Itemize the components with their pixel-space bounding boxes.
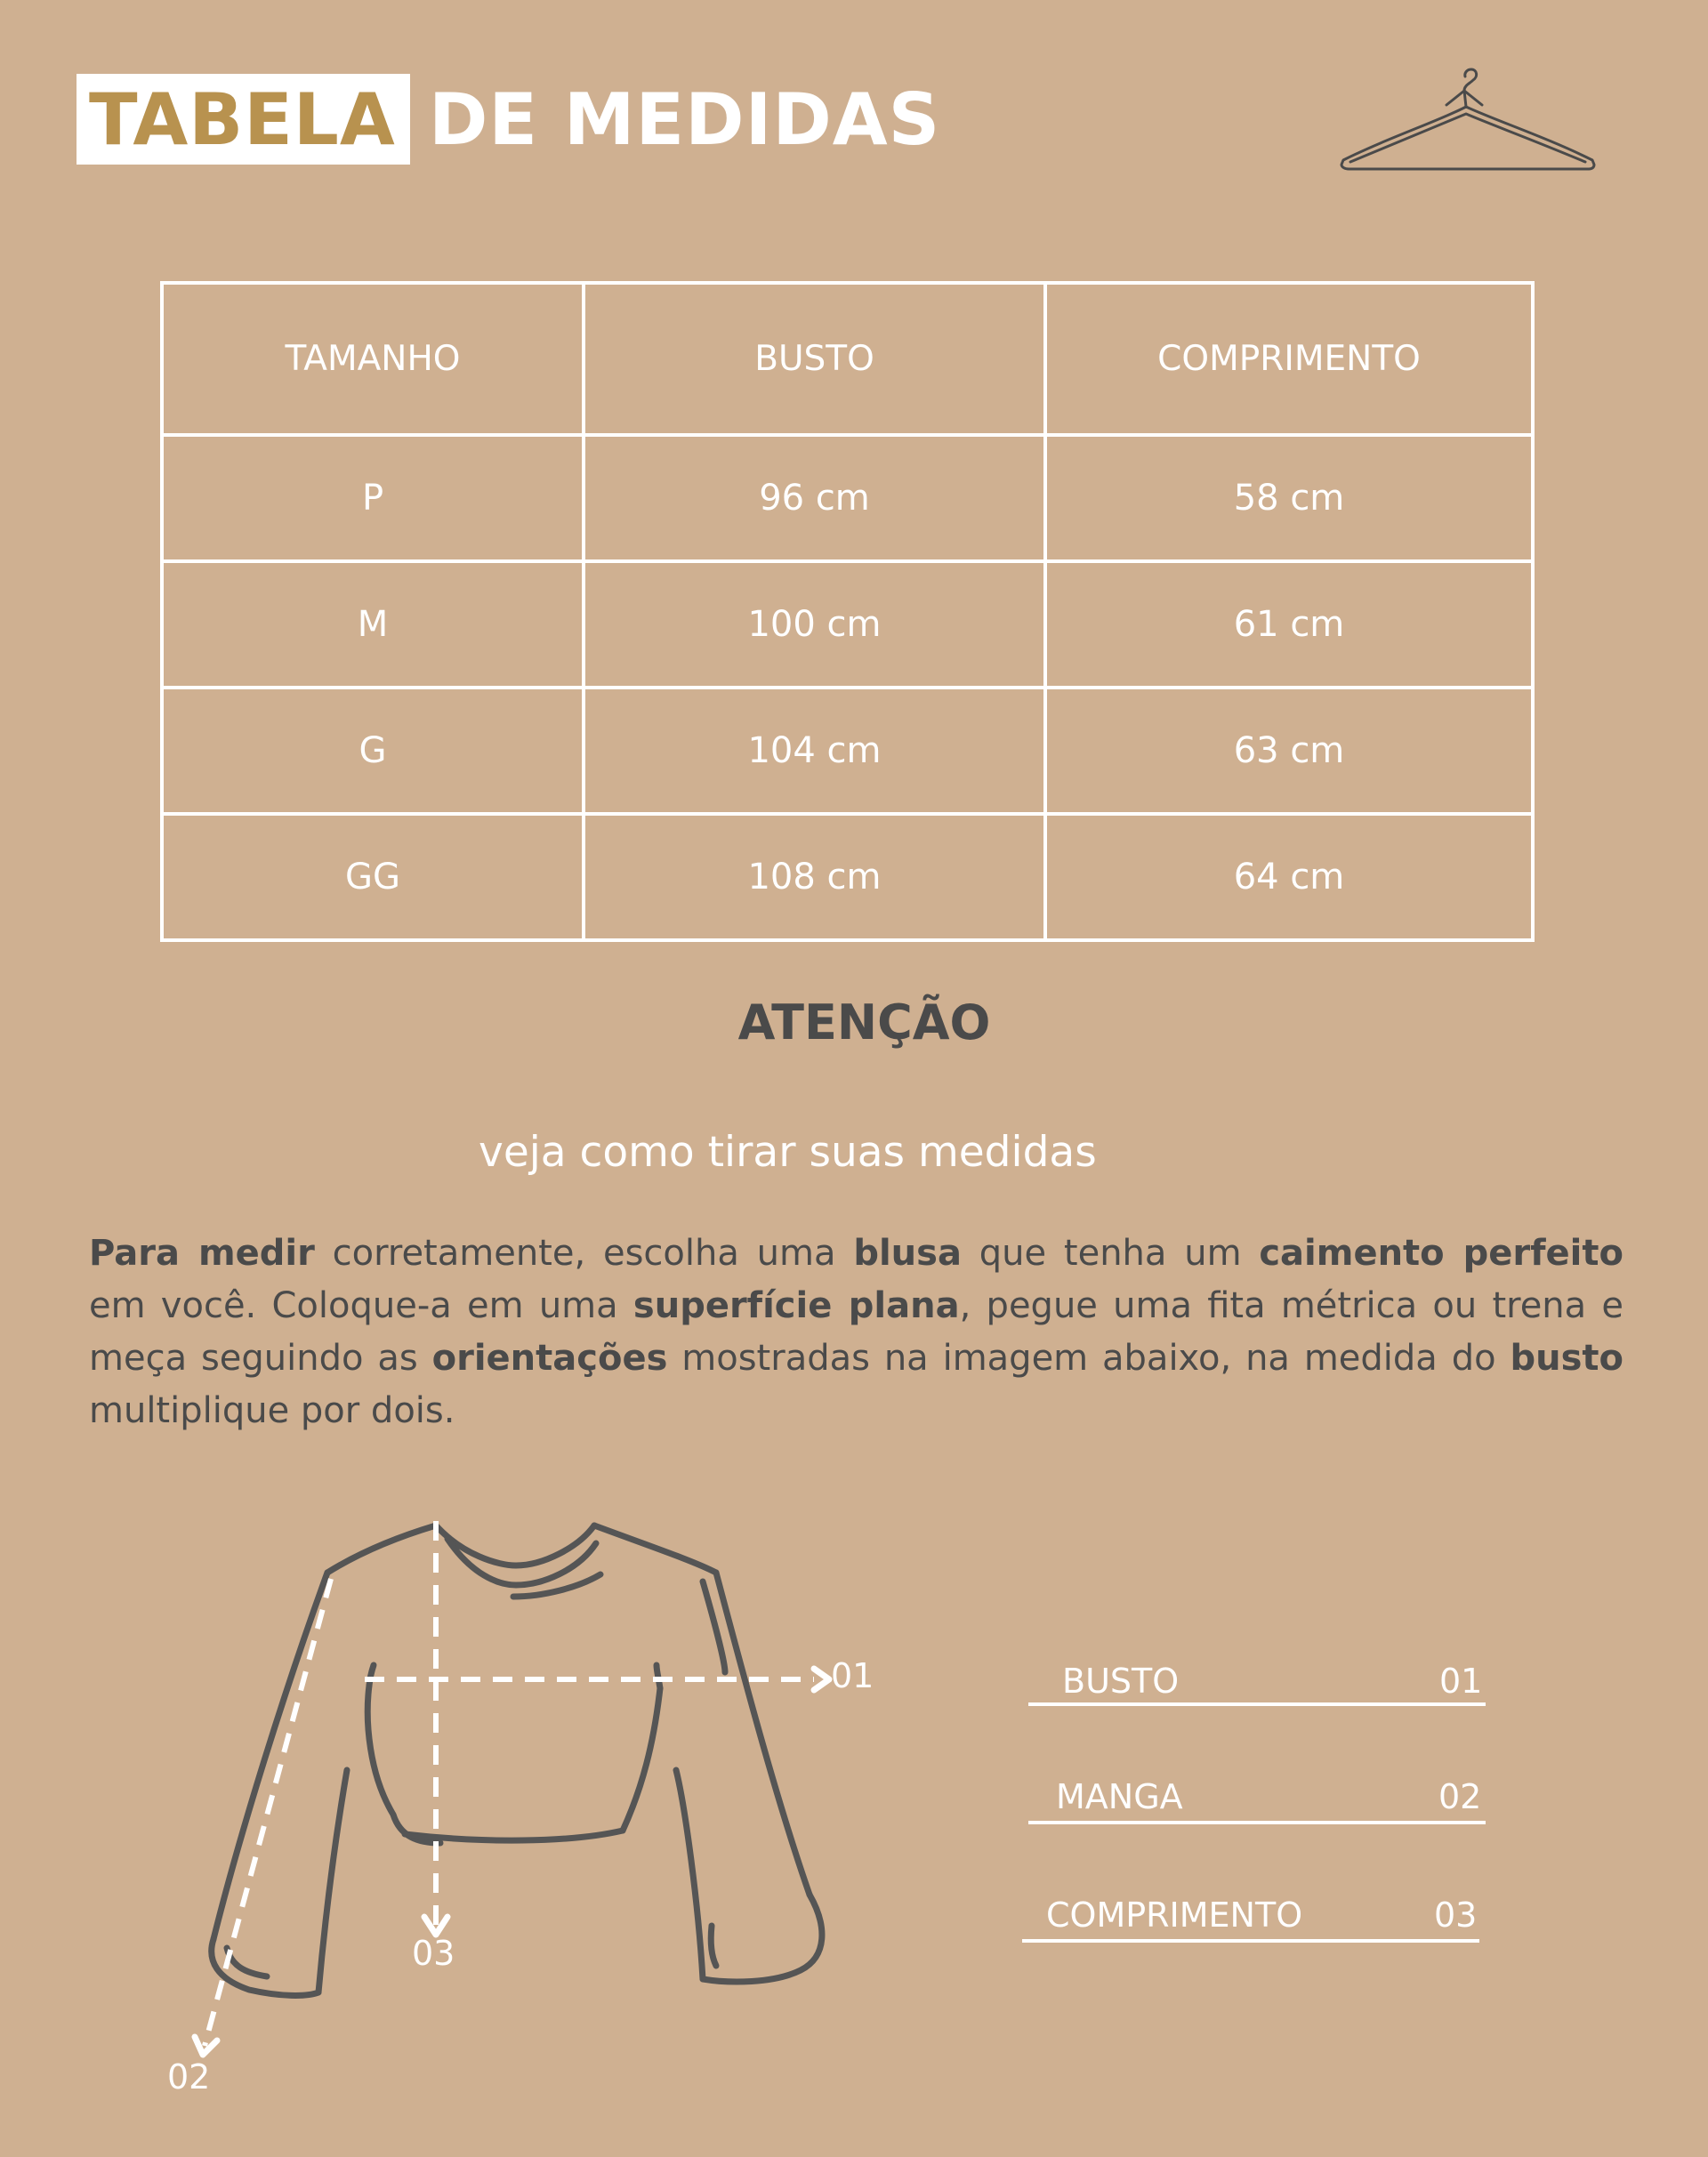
instr-seg: em você. Coloque-a em uma bbox=[89, 1285, 633, 1326]
legend-number-comprimento: 03 bbox=[1434, 1895, 1478, 1935]
page-title-highlight: TABELA bbox=[89, 78, 396, 161]
length-marker-label: 03 bbox=[412, 1934, 455, 1973]
legend-number-manga: 02 bbox=[1438, 1777, 1482, 1816]
header-comprimento: COMPRIMENTO bbox=[1045, 283, 1533, 435]
instr-seg: superfície plana bbox=[632, 1285, 960, 1326]
table-cell: 61 cm bbox=[1045, 561, 1533, 688]
table-cell: G bbox=[162, 688, 584, 814]
table-cell: 104 cm bbox=[584, 688, 1045, 814]
table-cell: 96 cm bbox=[584, 435, 1045, 561]
instr-seg: mostradas na imagem abaixo, na medida do bbox=[667, 1338, 1511, 1379]
table-cell: 58 cm bbox=[1045, 435, 1533, 561]
legend-label-comprimento: COMPRIMENTO bbox=[1046, 1895, 1303, 1935]
table-cell: P bbox=[162, 435, 584, 561]
instr-seg: corretamente, escolha uma bbox=[314, 1233, 854, 1274]
table-cell: GG bbox=[162, 814, 584, 940]
legend-number-busto: 01 bbox=[1439, 1662, 1483, 1701]
page-title-rest: DE MEDIDAS bbox=[429, 78, 941, 161]
bust-marker-label: 01 bbox=[831, 1656, 874, 1695]
instr-seg: que tenha um bbox=[961, 1233, 1260, 1274]
table-cell: 108 cm bbox=[584, 814, 1045, 940]
sleeve-marker-label: 02 bbox=[167, 2057, 211, 2097]
attention-heading: ATENÇÃO bbox=[737, 994, 991, 1050]
instr-seg: caimento perfeito bbox=[1259, 1233, 1623, 1274]
legend-underline bbox=[1028, 1821, 1486, 1824]
instr-seg: blusa bbox=[853, 1233, 962, 1274]
header-busto: BUSTO bbox=[584, 283, 1045, 435]
legend-label-manga: MANGA bbox=[1056, 1777, 1183, 1816]
legend-underline bbox=[1022, 1939, 1479, 1943]
measure-subtitle: veja como tirar suas medidas bbox=[479, 1128, 1097, 1177]
instr-seg: orientações bbox=[431, 1338, 668, 1379]
instr-seg: , pegue uma fita métrica ou trena e meça seguindo as bbox=[89, 1285, 1624, 1379]
instr-seg: Para medir bbox=[89, 1233, 315, 1274]
header-tamanho: TAMANHO bbox=[162, 283, 584, 435]
instr-seg: busto bbox=[1510, 1338, 1623, 1379]
legend-underline bbox=[1028, 1702, 1486, 1706]
legend-label-busto: BUSTO bbox=[1062, 1662, 1180, 1701]
table-cell: 64 cm bbox=[1045, 814, 1533, 940]
table-cell: M bbox=[162, 561, 584, 688]
table-cell: 100 cm bbox=[584, 561, 1045, 688]
table-cell: 63 cm bbox=[1045, 688, 1533, 814]
instr-seg: multiplique por dois. bbox=[89, 1390, 455, 1431]
